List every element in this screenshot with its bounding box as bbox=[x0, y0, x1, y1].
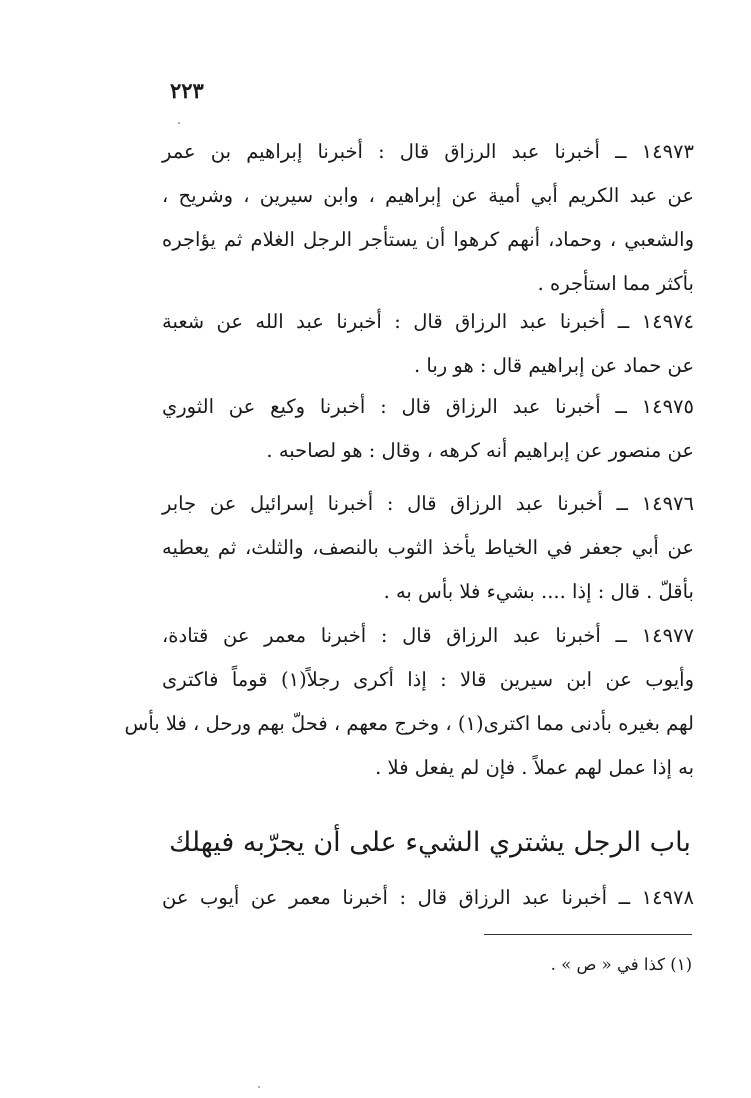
text-line: عن منصور عن إبراهيم أنه كرهه ، وقال : هو لصاحبه . bbox=[266, 439, 694, 462]
text-line: ١٤٩٧٧ ــ أخبرنا عبد الرزاق قال : أخبرنا معمر عن قتادة، bbox=[162, 624, 694, 647]
text-line: عن أبي جعفر في الخياط يأخذ الثوب بالنصف، والثلث، ثم يعطيه bbox=[162, 536, 694, 559]
hadith-14975 bbox=[162, 385, 694, 473]
hadith-14978 bbox=[162, 876, 694, 920]
text-line: وأيوب عن ابن سيرين قالا : إذا أكرى رجلاً(١) قوماً فاكترى bbox=[162, 668, 694, 691]
text-line: ١٤٩٧٦ ــ أخبرنا عبد الرزاق قال : أخبرنا إسرائيل عن جابر bbox=[162, 492, 694, 515]
text-line: عن عبد الكريم أبي أمية عن إبراهيم ، وابن سيرين ، وشريح ، bbox=[162, 184, 694, 207]
text-line: والشعبي ، وحماد، أنهم كرهوا أن يستأجر الرجل الغلام ثم يؤاجره bbox=[162, 228, 694, 251]
text-line: لهم بغيره بأدنى مما اكترى(١) ، وخرج معهم ، فحلّ بهم ورحل ، فلا بأس bbox=[124, 712, 694, 735]
hadith-14974 bbox=[162, 300, 694, 388]
text-line: ١٤٩٧٣ ــ أخبرنا عبد الرزاق قال : أخبرنا إبراهيم بن عمر bbox=[162, 140, 694, 163]
text-line: بأكثر مما استأجره . bbox=[537, 272, 694, 295]
page-number: ٢٢٣ bbox=[170, 78, 204, 103]
chapter-title: باب الرجل يشتري الشيء على أن يجرّبه فيهلك bbox=[169, 827, 691, 858]
footnote: (١) كذا في « ص » . bbox=[550, 955, 692, 974]
scan-speck bbox=[178, 122, 180, 124]
hadith-14973 bbox=[162, 130, 694, 306]
hadith-14976 bbox=[162, 482, 694, 614]
text-line: ١٤٩٧٤ ــ أخبرنا عبد الرزاق قال : أخبرنا عبد الله عن شعبة bbox=[162, 310, 694, 333]
text-line: بأقلّ . قال : إذا .... بشيء فلا بأس به . bbox=[383, 580, 694, 603]
footnote-divider bbox=[484, 934, 692, 935]
text-line: به إذا عمل لهم عملاً . فإن لم يفعل فلا . bbox=[375, 756, 694, 779]
scan-speck bbox=[258, 1086, 260, 1088]
text-line: ١٤٩٧٥ ــ أخبرنا عبد الرزاق قال : أخبرنا وكيع عن الثوري bbox=[162, 395, 694, 418]
hadith-14977 bbox=[124, 614, 694, 790]
text-line: عن حماد عن إبراهيم قال : هو ربا . bbox=[413, 354, 694, 377]
text-line: ١٤٩٧٨ ــ أخبرنا عبد الرزاق قال : أخبرنا معمر عن أيوب عن bbox=[162, 886, 694, 909]
